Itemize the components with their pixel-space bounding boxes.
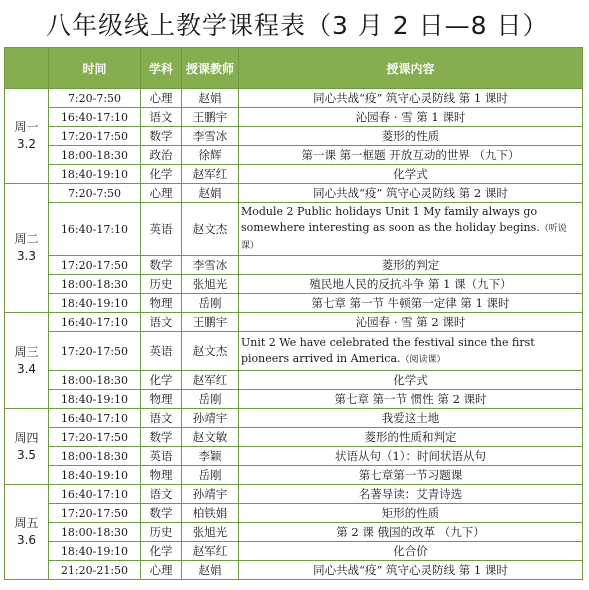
day-date: 3.5 [16, 447, 37, 462]
content-text: 化合价 [393, 543, 428, 558]
content-text: 第七章第一节习题课 [358, 467, 463, 482]
header-row [5, 48, 583, 89]
day-name: 周四 [14, 430, 39, 445]
teacher-cell: 赵军红 [182, 165, 239, 184]
header-day [5, 48, 49, 89]
teacher-cell: 张旭光 [182, 523, 239, 542]
subject-cell: 历史 [141, 523, 182, 542]
teacher-cell: 赵娟 [182, 184, 239, 203]
table-row [5, 146, 583, 165]
content-cell [239, 504, 583, 523]
content-text: 同心共战“疫” 筑守心灵防线 第 1 课时 [313, 90, 508, 105]
time-cell: 16:40-17:10 [49, 108, 141, 127]
teacher-cell: 柏铁娟 [182, 504, 239, 523]
time-cell: 21:20-21:50 [49, 561, 141, 580]
teacher-cell: 赵文杰 [182, 203, 239, 256]
time-cell: 17:20-17:50 [49, 504, 141, 523]
subject-cell: 语文 [141, 409, 182, 428]
day-name: 周三 [14, 344, 39, 359]
teacher-cell: 赵娟 [182, 561, 239, 580]
content-cell [239, 256, 583, 275]
time-cell: 18:00-18:30 [49, 371, 141, 390]
content-cell [239, 561, 583, 580]
day-date: 3.4 [16, 361, 37, 376]
day-cell [5, 313, 49, 409]
page-title: 八年级线上教学课程表（3 月 2 日—8 日） [46, 11, 549, 40]
subject-cell: 英语 [141, 203, 182, 256]
content-text: 同心共战“疫” 筑守心灵防线 第 2 课时 [313, 185, 508, 200]
table-row [5, 542, 583, 561]
header-teacher: 授课教师 [182, 48, 239, 89]
subject-cell: 物理 [141, 466, 182, 485]
table-row [5, 108, 583, 127]
header-subject: 学科 [141, 48, 182, 89]
subject-cell: 物理 [141, 390, 182, 409]
table-row [5, 523, 583, 542]
teacher-cell: 岳刚 [182, 466, 239, 485]
table-row [5, 165, 583, 184]
table-row [5, 332, 583, 371]
day-cell [5, 89, 49, 184]
header-time: 时间 [49, 48, 141, 89]
content-cell [239, 485, 583, 504]
subject-cell: 数学 [141, 256, 182, 275]
teacher-cell: 张旭光 [182, 275, 239, 294]
content-text: 沁园春 · 雪 第 1 课时 [355, 109, 466, 124]
subject-cell: 数学 [141, 504, 182, 523]
content-cell [239, 108, 583, 127]
table-row [5, 409, 583, 428]
day-cell [5, 485, 49, 580]
time-cell: 16:40-17:10 [49, 203, 141, 256]
subject-cell: 历史 [141, 275, 182, 294]
content-text: 第一课 第一框题 开放互动的世界 （九下） [301, 147, 520, 162]
table-row [5, 184, 583, 203]
table-row [5, 313, 583, 332]
day-date: 3.3 [16, 249, 37, 263]
content-text: 第 2 课 俄国的改革 （九下） [336, 524, 485, 539]
time-cell: 16:40-17:10 [49, 409, 141, 428]
time-cell: 18:40-19:10 [49, 466, 141, 485]
content-text: 矩形的性质 [381, 505, 440, 520]
day-date: 3.6 [16, 533, 37, 547]
content-text: 化学式 [393, 166, 428, 181]
time-cell: 7:20-7:50 [49, 89, 141, 108]
content-cell [239, 447, 583, 466]
content-cell [239, 409, 583, 428]
content-text: Module 2 Public holidays Unit 1 My family always go somewhere interesting as soon as the holiday begins. [241, 205, 540, 234]
teacher-cell: 赵文敏 [182, 428, 239, 447]
day-cell [5, 184, 49, 313]
lesson-type-note: （阅读课） [400, 354, 446, 365]
content-text: 菱形的性质和判定 [364, 429, 457, 444]
content-text: 同心共战“疫” 筑守心灵防线 第 1 课时 [313, 562, 508, 577]
table-row [5, 89, 583, 108]
content-text: Unit 2 We have celebrated the festival since the first pioneers arrived in America. [241, 335, 535, 365]
day-date: 3.2 [16, 137, 37, 151]
table-row [5, 504, 583, 523]
table-row [5, 390, 583, 409]
content-cell [239, 390, 583, 409]
teacher-cell: 徐辉 [182, 146, 239, 165]
content-text: 化学式 [393, 372, 428, 387]
teacher-cell: 李雪冰 [182, 127, 239, 146]
content-text: 菱形的性质 [381, 128, 440, 143]
table-row [5, 256, 583, 275]
content-text: 殖民地人民的反抗斗争 第 1 课（九下） [309, 276, 512, 291]
subject-cell: 化学 [141, 542, 182, 561]
teacher-cell: 孙靖宇 [182, 485, 239, 504]
content-text: 第七章 第一节 惯性 第 2 课时 [334, 391, 487, 406]
content-text: 我爱这土地 [381, 410, 440, 425]
time-cell: 16:40-17:10 [49, 313, 141, 332]
subject-cell: 数学 [141, 428, 182, 447]
content-cell [239, 89, 583, 108]
content-cell [239, 371, 583, 390]
content-cell [239, 313, 583, 332]
teacher-cell: 赵军红 [182, 371, 239, 390]
time-cell: 18:40-19:10 [49, 294, 141, 313]
teacher-cell: 李颖 [182, 447, 239, 466]
subject-cell: 化学 [141, 165, 182, 184]
time-cell: 17:20-17:50 [49, 332, 141, 371]
subject-cell: 英语 [141, 447, 182, 466]
time-cell: 18:40-19:10 [49, 390, 141, 409]
content-cell [239, 146, 583, 165]
table-row [5, 371, 583, 390]
table-row [5, 428, 583, 447]
teacher-cell: 李雪冰 [182, 256, 239, 275]
lesson-type-note: （听说课） [241, 224, 567, 251]
table-row [5, 485, 583, 504]
day-cell [5, 409, 49, 485]
content-cell [239, 523, 583, 542]
content-cell [239, 275, 583, 294]
time-cell: 17:20-17:50 [49, 256, 141, 275]
table-row [5, 294, 583, 313]
teacher-cell: 岳刚 [182, 294, 239, 313]
schedule-body [5, 89, 583, 580]
content-cell [239, 332, 583, 371]
content-cell [239, 428, 583, 447]
header-content: 授课内容 [239, 48, 583, 89]
table-row [5, 447, 583, 466]
teacher-cell: 王鹏宇 [182, 108, 239, 127]
content-cell [239, 466, 583, 485]
table-row [5, 203, 583, 256]
teacher-cell: 王鹏宇 [182, 313, 239, 332]
time-cell: 18:40-19:10 [49, 165, 141, 184]
subject-cell: 心理 [141, 561, 182, 580]
teacher-cell: 赵娟 [182, 89, 239, 108]
content-cell [239, 127, 583, 146]
subject-cell: 心理 [141, 89, 182, 108]
subject-cell: 心理 [141, 184, 182, 203]
time-cell: 18:00-18:30 [49, 447, 141, 466]
teacher-cell: 赵文杰 [182, 332, 239, 371]
content-text: 沁园春 · 雪 第 2 课时 [355, 314, 466, 329]
subject-cell: 物理 [141, 294, 182, 313]
subject-cell: 语文 [141, 108, 182, 127]
table-row [5, 275, 583, 294]
table-row [5, 561, 583, 580]
table-row [5, 127, 583, 146]
subject-cell: 英语 [141, 332, 182, 371]
time-cell: 18:00-18:30 [49, 275, 141, 294]
subject-cell: 语文 [141, 485, 182, 504]
time-cell: 18:00-18:30 [49, 523, 141, 542]
time-cell: 17:20-17:50 [49, 428, 141, 447]
subject-cell: 语文 [141, 313, 182, 332]
content-cell [239, 542, 583, 561]
time-cell: 16:40-17:10 [49, 485, 141, 504]
day-name: 周五 [14, 516, 39, 530]
content-text: 状语从句（1）：时间状语从句 [334, 448, 487, 463]
teacher-cell: 岳刚 [182, 390, 239, 409]
teacher-cell: 赵军红 [182, 542, 239, 561]
day-name: 周一 [14, 120, 39, 134]
table-row [5, 466, 583, 485]
time-cell: 18:40-19:10 [49, 542, 141, 561]
content-cell [239, 203, 583, 256]
time-cell: 7:20-7:50 [49, 184, 141, 203]
subject-cell: 政治 [141, 146, 182, 165]
content-text: 名著导读：艾青诗选 [358, 486, 463, 501]
content-cell [239, 294, 583, 313]
schedule-table [4, 47, 583, 580]
subject-cell: 数学 [141, 127, 182, 146]
day-name: 周二 [14, 232, 39, 246]
subject-cell: 化学 [141, 371, 182, 390]
content-cell [239, 165, 583, 184]
content-cell [239, 184, 583, 203]
content-text: 菱形的判定 [381, 257, 440, 272]
time-cell: 17:20-17:50 [49, 127, 141, 146]
teacher-cell: 孙靖宇 [182, 409, 239, 428]
time-cell: 18:00-18:30 [49, 146, 141, 165]
content-text: 第七章 第一节 牛顿第一定律 第 1 课时 [311, 295, 510, 310]
